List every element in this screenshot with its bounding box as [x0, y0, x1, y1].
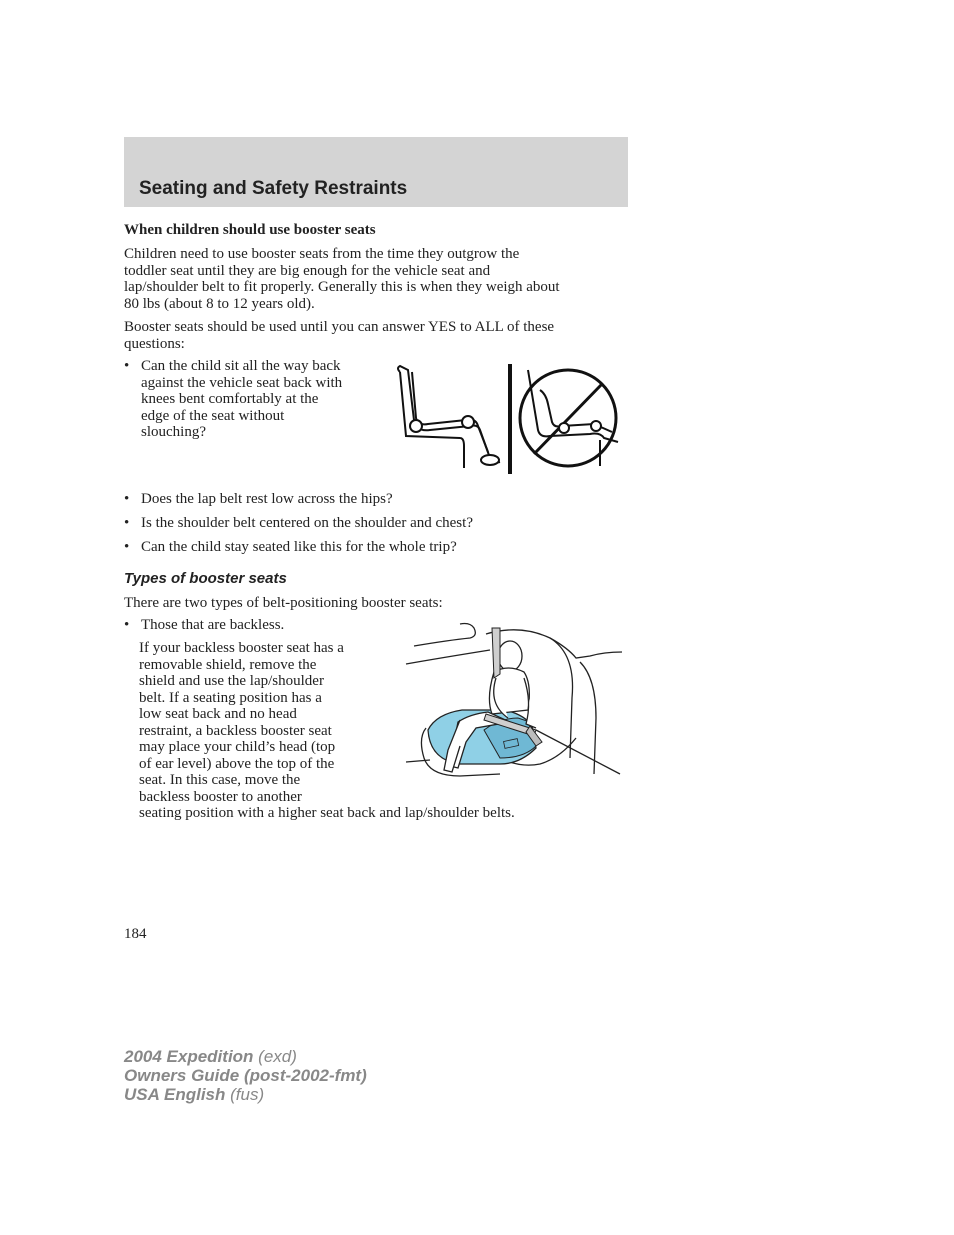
bullet-item-stay-seated	[124, 539, 624, 557]
seat-posture-illustration	[390, 360, 630, 480]
paragraph-1-line: 80 lbs (about 8 to 12 years old).	[124, 295, 315, 312]
paragraph-1	[124, 246, 560, 312]
backless-booster-illustration	[400, 618, 626, 783]
paragraph-1-line: lap/shoulder belt to fit properly. Generally this is when they weigh about	[124, 279, 560, 295]
correct-seat-icon	[398, 366, 500, 468]
paragraph-2-line: questions:	[124, 335, 185, 352]
backless-line: of ear level) above the top of the	[139, 755, 335, 772]
footer-model-line	[124, 1047, 297, 1066]
backless-line: may place your child’s head (top	[139, 739, 336, 755]
backless-line: removable shield, remove the	[139, 656, 317, 673]
bullet-dot: •	[124, 515, 130, 531]
bullet-line: slouching?	[141, 424, 206, 440]
backless-line: If your backless booster seat has a	[139, 640, 344, 656]
backless-line: seating position with a higher seat back and lap/shoulder belts.	[139, 805, 515, 821]
bullet-dot: •	[124, 358, 130, 374]
footer-model: 2004 Expedition	[124, 1047, 254, 1066]
paragraph-2	[124, 319, 554, 352]
shoulder-belt	[492, 628, 500, 678]
bullet-line: against the vehicle seat back with	[141, 374, 343, 391]
paragraph-1-line: toddler seat until they are big enough for the vehicle seat and	[124, 262, 491, 279]
bullet-item-lap-belt	[124, 491, 624, 509]
section-title: Seating and Safety Restraints	[139, 178, 408, 199]
footer-language: USA English	[124, 1085, 226, 1104]
paragraph-2-line: Booster seats should be used until you can answer YES to ALL of these	[124, 319, 555, 335]
bullet-text: Is the shoulder belt centered on the shoulder and chest?	[141, 515, 473, 531]
bullet-dot: •	[124, 491, 130, 507]
bullet-text: Does the lap belt rest low across the hips?	[141, 491, 393, 507]
types-heading: Types of booster seats	[124, 570, 287, 587]
bullet-item-shoulder-belt	[124, 515, 624, 533]
backless-line: low seat back and no head	[139, 706, 297, 722]
bullet-line: knees bent comfortably at the	[141, 391, 319, 407]
bullet-line: Can the child sit all the way back	[141, 358, 341, 374]
backless-line: belt. If a seating position has a	[139, 689, 322, 706]
bullet-dot: •	[124, 617, 130, 633]
footer-language-line	[124, 1085, 264, 1104]
bullet-text: Can the child stay seated like this for the whole trip?	[141, 539, 457, 555]
incorrect-seat-icon	[520, 370, 618, 466]
paragraph-1-line: Children need to use booster seats from the time they outgrow the	[124, 246, 520, 262]
bullet-line: edge of the seat without	[141, 407, 285, 424]
bullet-item-sit-back	[124, 358, 384, 448]
booster-heading: When children should use booster seats	[124, 222, 376, 238]
backless-line: shield and use the lap/shoulder	[139, 673, 324, 689]
footer-guide: Owners Guide (post-2002-fmt)	[124, 1066, 367, 1085]
bullet-item-backless	[124, 617, 384, 635]
footer-guide-line	[124, 1066, 367, 1085]
backless-line: restraint, a backless booster seat	[139, 722, 332, 739]
backless-line: seat. In this case, move the	[139, 772, 301, 788]
page-number: 184	[124, 926, 147, 942]
footer-language-code: (fus)	[230, 1085, 265, 1104]
types-intro: There are two types of belt-positioning booster seats:	[124, 595, 443, 611]
bullet-text: Those that are backless.	[141, 617, 285, 633]
footer-model-code: (exd)	[258, 1047, 297, 1066]
backless-line: backless booster to another	[139, 788, 302, 805]
bullet-dot: •	[124, 539, 130, 555]
